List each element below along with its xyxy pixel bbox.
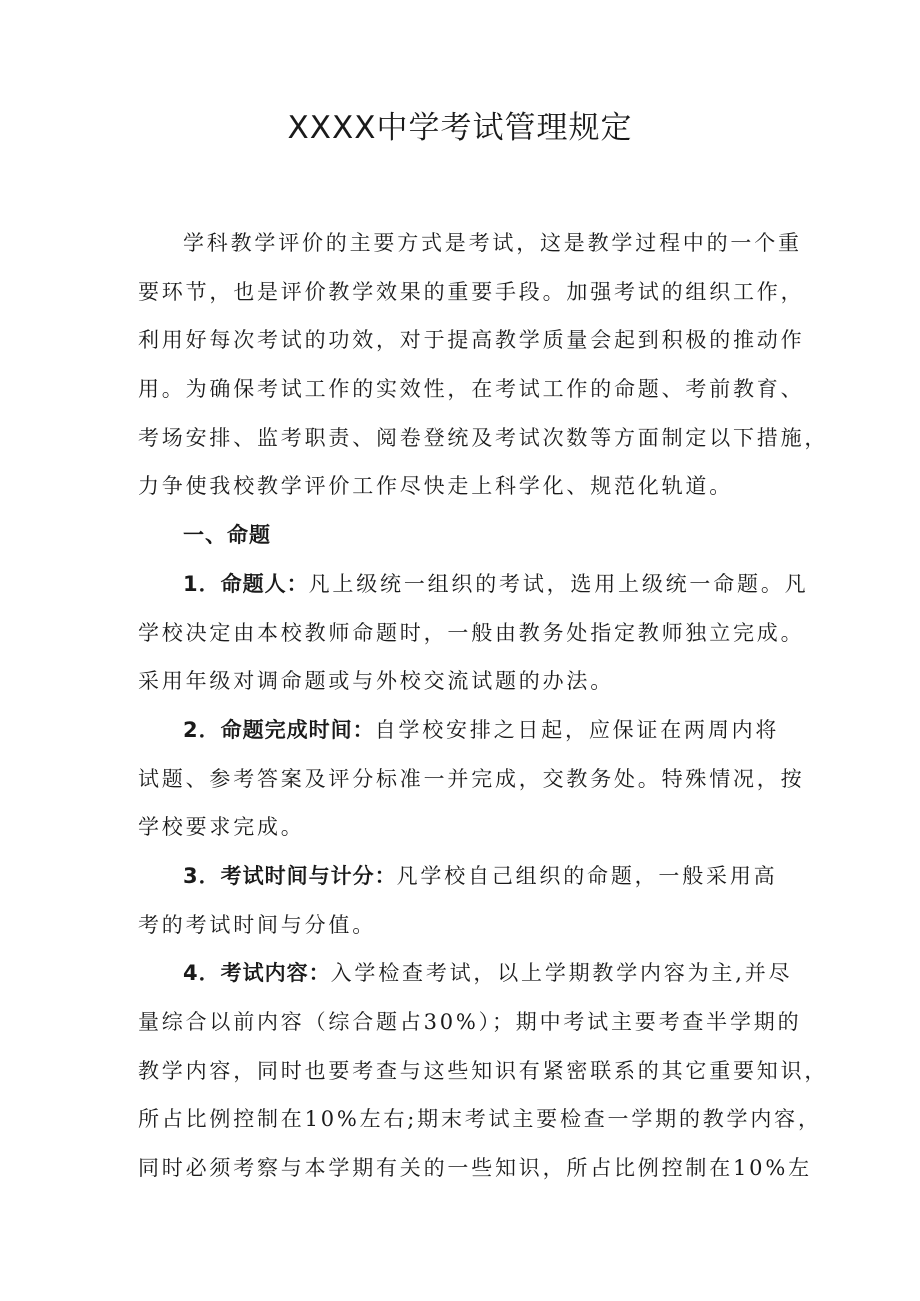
section-heading: 一、命题 [183,523,271,548]
intro-line-6: 力争使我校教学评价工作尽快走上科学化、规范化轨道。 [138,474,733,499]
item-1-line-2: 学校决定由本校教师命题时，一般由教务处指定教师独立完成。 [138,620,805,645]
item-2-line-3: 学校要求完成。 [138,815,305,840]
item-3-line-1 [138,852,792,901]
item-1-paragraph [138,560,809,706]
item-2-text-1: 自学校安排之日起，应保证在两周内将 [374,717,780,742]
document-title: XXXX中学考试管理规定 [287,110,633,146]
intro-line-5: 考场安排、监考职责、阅卷登统及考试次数等方面制定以下措施， [138,425,829,450]
item-4-label: 4．考试内容： [183,961,331,986]
intro-line-3: 利用好每次考试的功效，对于提高教学质量会起到积极的推动作 [138,328,805,353]
item-1-text-1: 凡上级统一组织的考试，选用上级统一命题。凡 [308,571,809,596]
intro-line-2: 要环节，也是评价教学效果的重要手段。加强考试的组织工作， [138,279,805,304]
item-3-paragraph [138,852,792,949]
item-1-line-3: 采用年级对调命题或与外校交流试题的办法。 [138,669,614,694]
item-3-line-2: 考的考试时间与分值。 [138,912,376,937]
item-3-label: 3．考试时间与计分： [183,863,397,888]
item-1-line-1 [138,560,809,609]
item-2-line-1 [138,706,792,755]
intro-line-4: 用。为确保考试工作的实效性，在考试工作的命题、考前教育、 [138,377,805,402]
item-2-label: 2．命题完成时间： [183,717,375,742]
item-1-label: 1．命题人： [183,571,309,596]
intro-line-1: 学科教学评价的主要方式是考试，这是教学过程中的一个重 [183,231,802,255]
item-4-paragraph [138,949,829,1192]
item-4-line-1 [138,949,792,998]
item-4-line-3: 教学内容，同时也要考查与这些知识有紧密联系的其它重要知识， [138,1058,829,1083]
intro-paragraph [138,219,829,511]
item-2-paragraph [138,706,805,852]
item-2-line-2: 试题、参考答案及评分标准一并完成，交教务处。特殊情况，按 [138,766,805,791]
item-3-text-1: 凡学校自己组织的命题，一般采用高 [396,863,778,888]
document-body [138,219,829,1193]
item-4-line-4: 所占比例控制在10%左右;期末考试主要检查一学期的教学内容， [138,1107,822,1132]
item-4-text-1: 入学检查考试，以上学期教学内容为主,并尽 [330,961,793,986]
item-4-line-5: 同时必须考察与本学期有关的一些知识，所占比例控制在10%左 [138,1156,812,1181]
item-4-line-2: 量综合以前内容（综合题占30%）；期中考试主要考查半学期的 [138,1010,802,1034]
